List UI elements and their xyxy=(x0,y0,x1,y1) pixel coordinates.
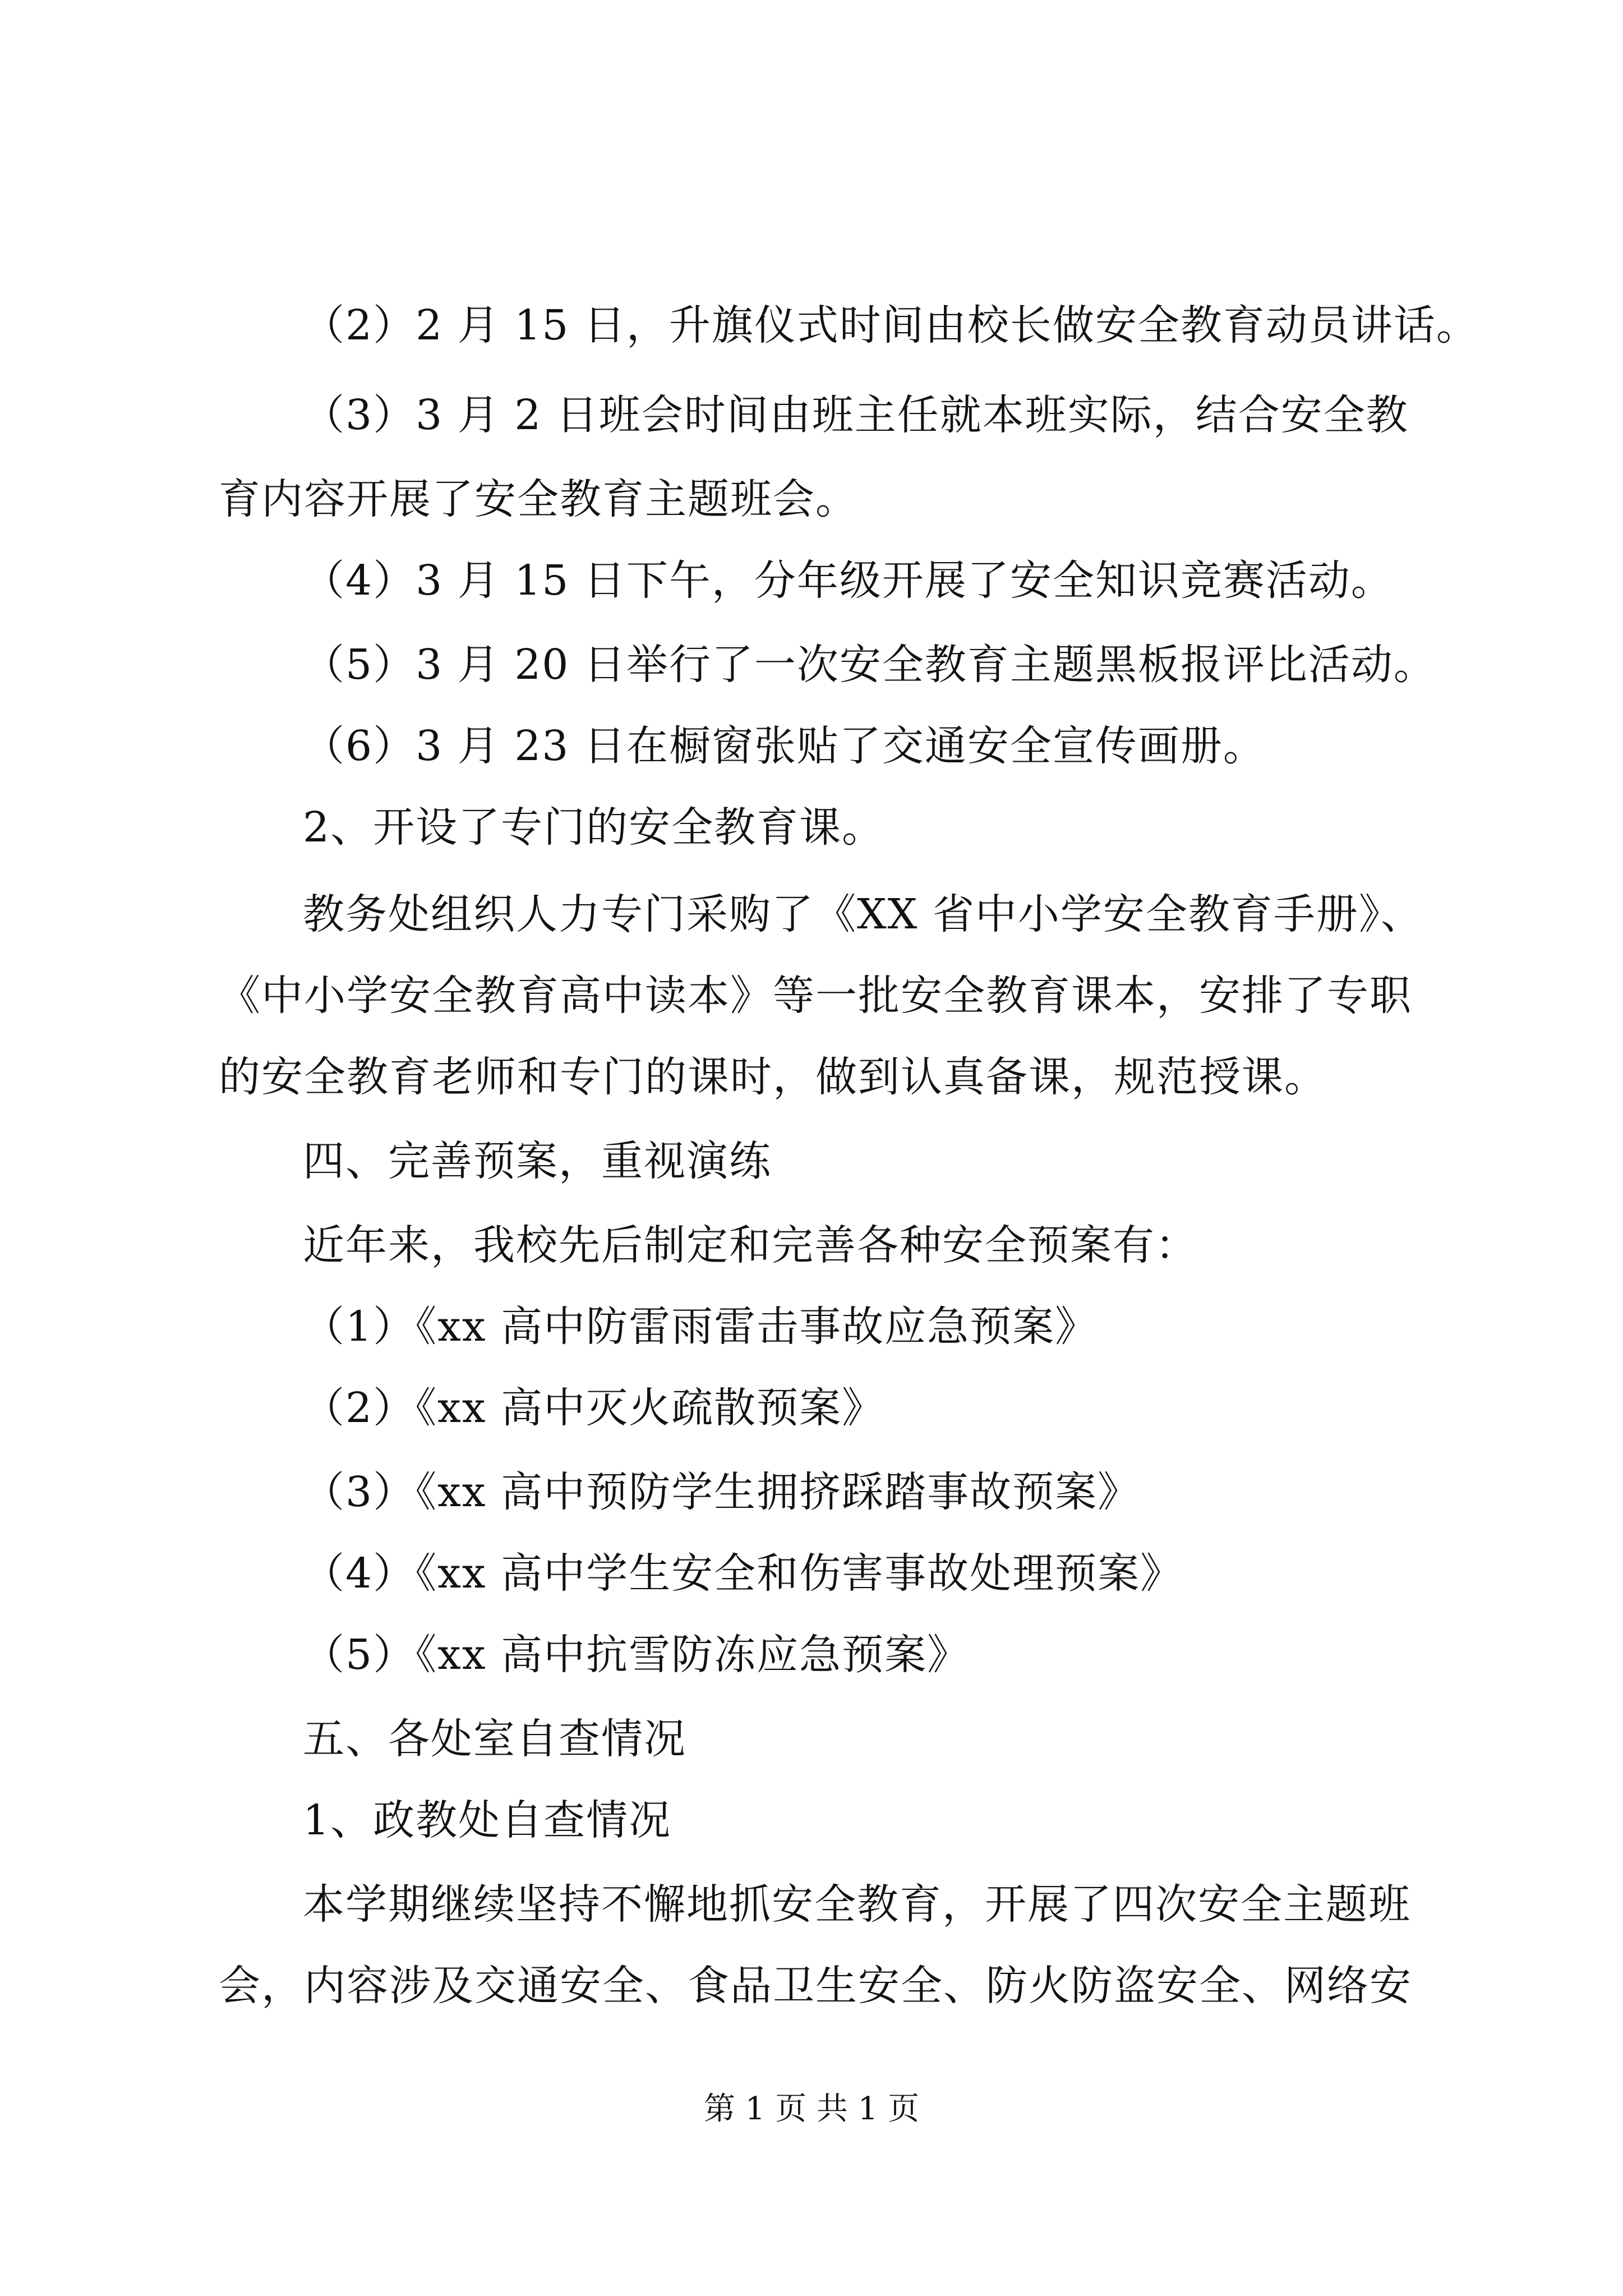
paragraph-line: 会，内容涉及交通安全、食品卫生安全、防火防盗安全、网络安 xyxy=(219,1962,1412,2010)
paragraph-line: 近年来，我校先后制定和完善各种安全预案有： xyxy=(303,1221,1198,1269)
list-item: （3）《xx 高中预防学生拥挤踩踏事故预案》 xyxy=(303,1468,1141,1516)
paragraph-line: （4）3 月 15 日下午，分年级开展了安全知识竞赛活动。 xyxy=(303,556,1394,605)
paragraph-line: 育内容开展了安全教育主题班会。 xyxy=(219,475,858,523)
paragraph-line: 本学期继续坚持不懈地抓安全教育，开展了四次安全主题班 xyxy=(303,1880,1411,1929)
section-heading: 四、完善预案，重视演练 xyxy=(303,1137,772,1185)
page-footer: 第 1 页 共 1 页 xyxy=(703,2091,920,2127)
section-heading: 2、开设了专门的安全教育课。 xyxy=(303,803,885,852)
list-item: （2）《xx 高中灭火疏散预案》 xyxy=(303,1384,885,1432)
list-item: （5）《xx 高中抗雪防冻应急预案》 xyxy=(303,1631,970,1679)
paragraph-line: 《中小学安全教育高中读本》等一批安全教育课本，安排了专职 xyxy=(219,972,1412,1020)
paragraph-line: 教务处组织人力专门采购了《XX 省中小学安全教育手册》、 xyxy=(303,890,1423,938)
paragraph-line: （5）3 月 20 日举行了一次安全教育主题黑板报评比活动。 xyxy=(303,641,1436,689)
section-heading: 五、各处室自查情况 xyxy=(303,1715,686,1763)
paragraph-line: 的安全教育老师和专门的课时，做到认真备课，规范授课。 xyxy=(219,1053,1327,1101)
paragraph-line: （2）2 月 15 日，升旗仪式时间由校长做安全教育动员讲话。 xyxy=(303,301,1479,349)
section-heading: 1、政教处自查情况 xyxy=(303,1796,672,1844)
list-item: （1）《xx 高中防雷雨雷击事故应急预案》 xyxy=(303,1303,1098,1351)
paragraph-line: （6）3 月 23 日在橱窗张贴了交通安全宣传画册。 xyxy=(303,722,1266,770)
paragraph-line: （3）3 月 2 日班会时间由班主任就本班实际，结合安全教 xyxy=(303,391,1409,439)
list-item: （4）《xx 高中学生安全和伤害事故处理预案》 xyxy=(303,1549,1183,1598)
